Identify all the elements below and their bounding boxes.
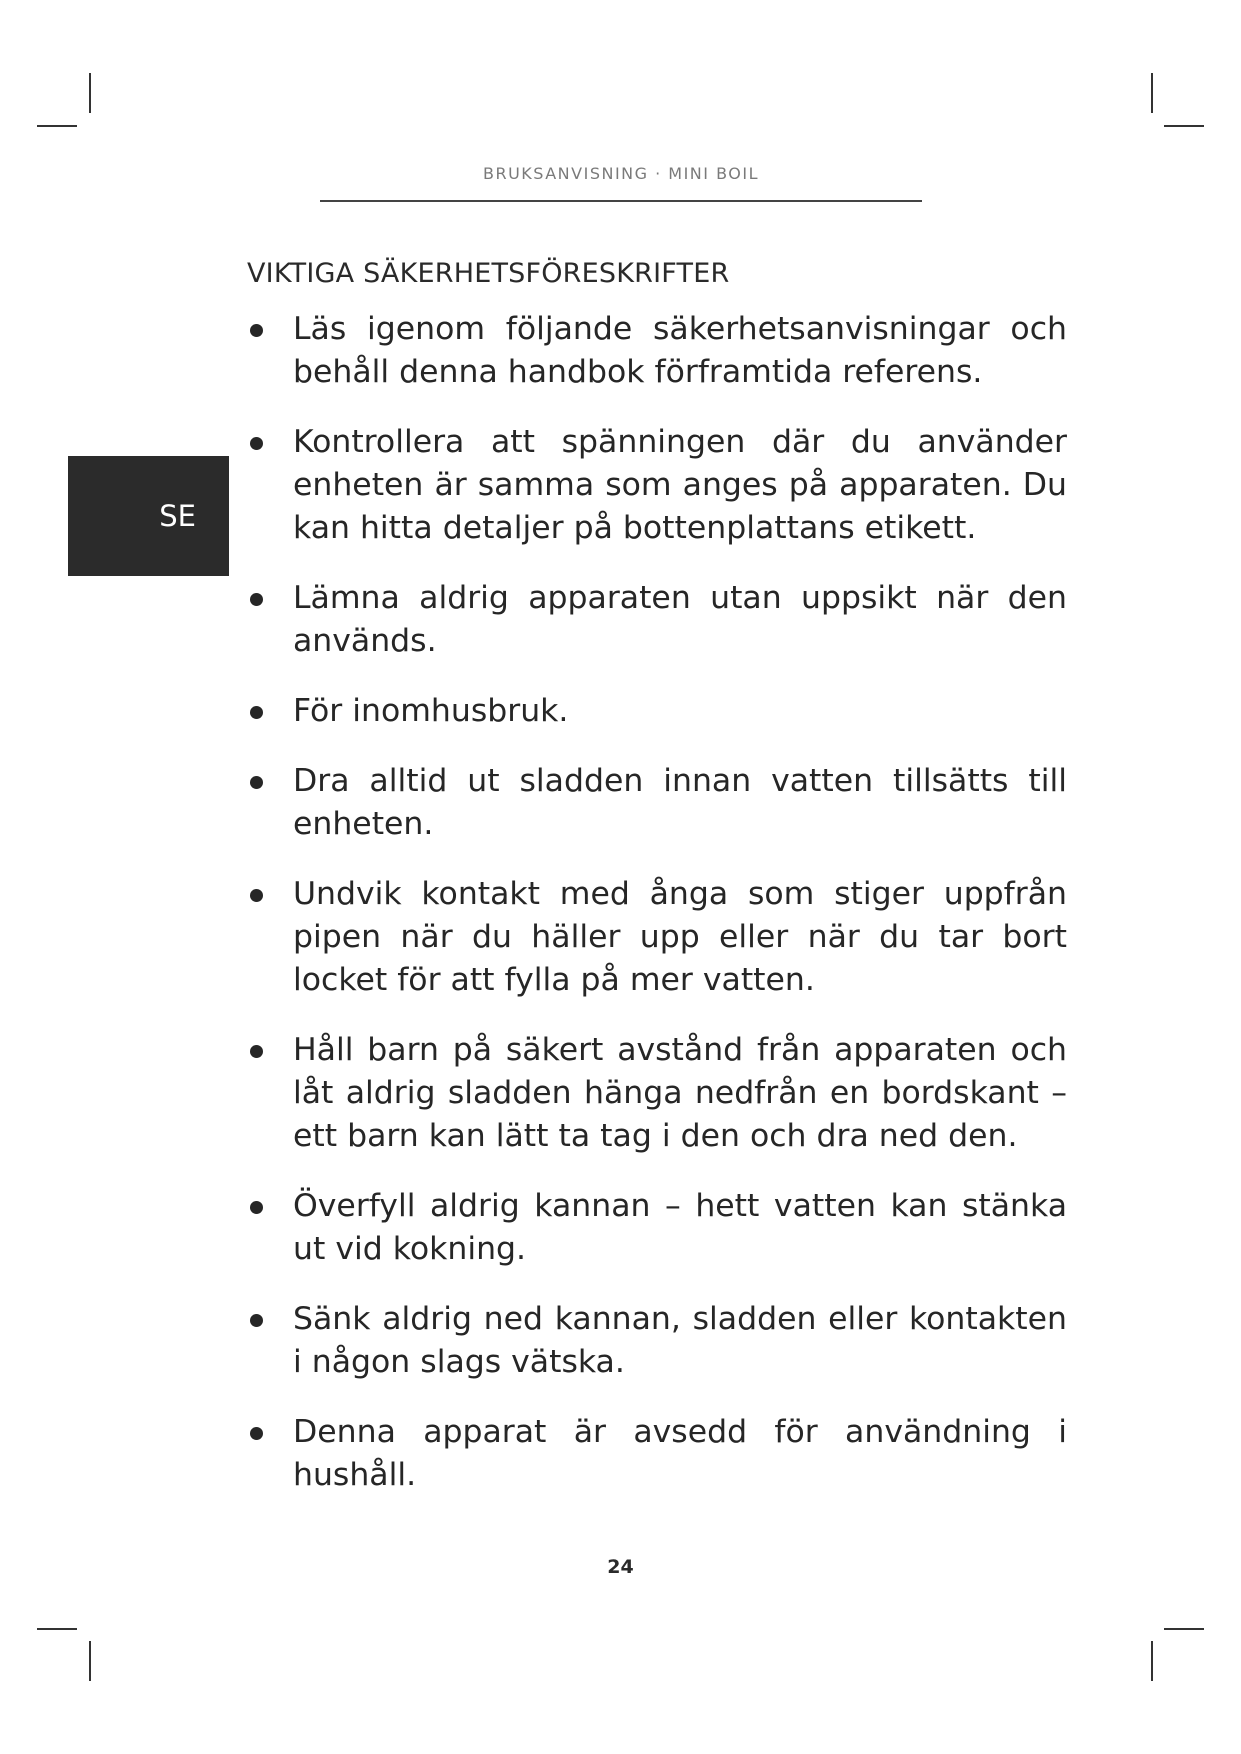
list-item [247,873,1067,1002]
crop-mark-bottom-left-vertical [89,1641,91,1681]
list-item-text: För inomhusbruk. [293,693,569,729]
bullet-icon [250,324,263,337]
list-item-text: Denna apparat är avsedd för användning i hushåll. [293,1414,1067,1493]
language-tab [68,456,229,576]
bullet-icon [250,1201,263,1214]
list-item [247,1298,1067,1384]
section-title: VIKTIGA SÄKERHETSFÖRESKRIFTER [247,258,730,289]
list-item-text: Kontrollera att spänningen där du använder enheten är samma som anges på apparaten. Du kan hitta detaljer på bottenplattans etikett. [293,424,1067,546]
crop-mark-top-right-horizontal [1164,125,1204,127]
list-item [247,421,1067,550]
list-item [247,1185,1067,1271]
bullet-icon [250,1314,263,1327]
list-item [247,577,1067,663]
crop-mark-bottom-left-horizontal [37,1628,77,1630]
bullet-icon [250,776,263,789]
list-item [247,308,1067,394]
bullet-icon [250,593,263,606]
crop-mark-top-right-vertical [1151,73,1153,113]
list-item-text: Läs igenom följande säkerhetsanvisningar och behåll denna handbok förframtida referens. [293,311,1067,390]
language-tab-label: SE [159,499,196,533]
list-item-text: Håll barn på säkert avstånd från apparaten och låt aldrig sladden hänga nedfrån en bordskant – ett barn kan lätt ta tag i den och dra ned den. [293,1032,1067,1154]
list-item [247,1411,1067,1497]
list-item-text: Överfyll aldrig kannan – hett vatten kan stänka ut vid kokning. [293,1188,1067,1267]
list-item [247,690,1067,733]
bullet-icon [250,1427,263,1440]
list-item-text: Dra alltid ut sladden innan vatten tillsätts till enheten. [293,763,1067,842]
list-item-text: Lämna aldrig apparaten utan uppsikt när den används. [293,580,1067,659]
bullet-icon [250,706,263,719]
crop-mark-top-left-vertical [89,73,91,113]
safety-rules-list [247,308,1067,1524]
list-item-text: Undvik kontakt med ånga som stiger uppfrån pipen när du häller upp eller när du tar bort locket för att fylla på mer vatten. [293,876,1067,998]
bullet-icon [250,889,263,902]
running-header: BRUKSANVISNING · MINI BOIL [482,164,759,183]
bullet-icon [250,437,263,450]
crop-mark-bottom-right-vertical [1151,1641,1153,1681]
crop-mark-top-left-horizontal [37,125,77,127]
list-item-text: Sänk aldrig ned kannan, sladden eller kontakten i någon slags vätska. [293,1301,1067,1380]
crop-mark-bottom-right-horizontal [1164,1628,1204,1630]
list-item [247,1029,1067,1158]
header-rule [320,200,922,202]
page-number: 24 [607,1556,634,1578]
list-item [247,760,1067,846]
bullet-icon [250,1045,263,1058]
